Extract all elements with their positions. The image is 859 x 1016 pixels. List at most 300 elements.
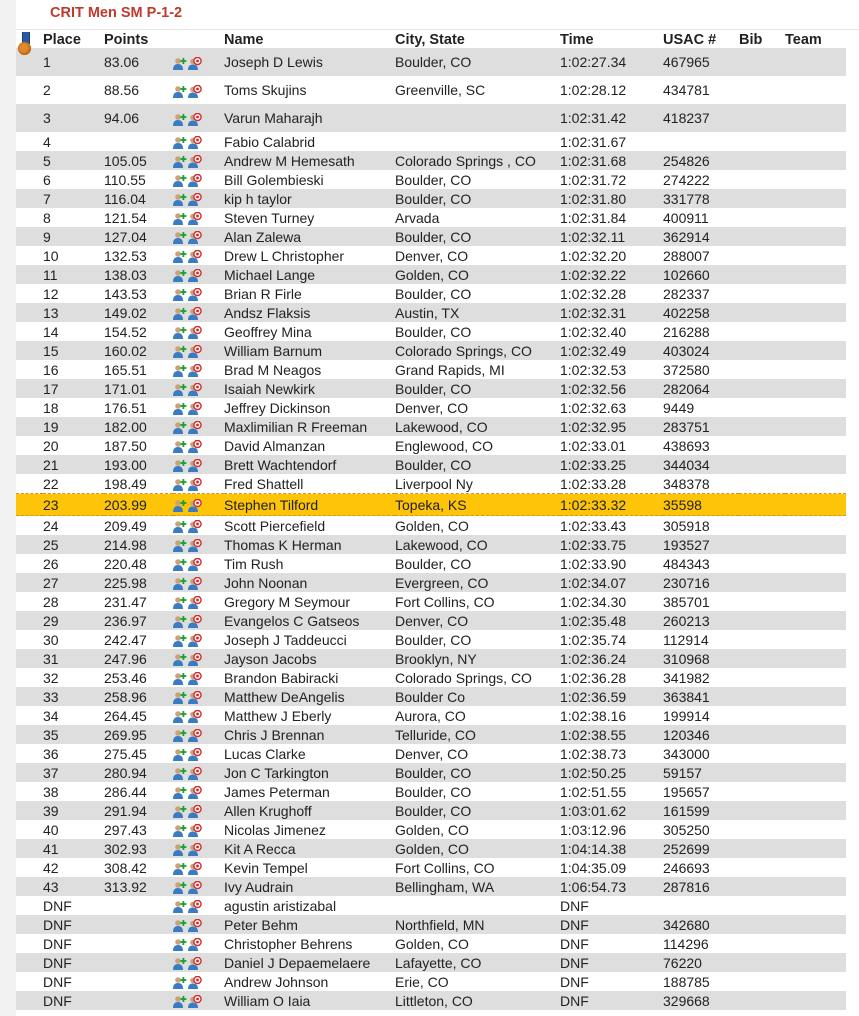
add-person-icon[interactable] — [173, 326, 187, 339]
city-state-cell: Denver, CO — [395, 399, 469, 416]
person-target-icon[interactable] — [188, 478, 202, 491]
add-person-icon[interactable] — [173, 231, 187, 244]
add-person-icon[interactable] — [173, 976, 187, 989]
person-target-icon[interactable] — [188, 307, 202, 320]
person-target-icon[interactable] — [188, 539, 202, 552]
rider-name-link[interactable]: Peter Behm — [224, 915, 395, 934]
table-row[interactable] — [16, 189, 846, 208]
table-row[interactable] — [16, 151, 846, 170]
add-person-icon[interactable] — [173, 539, 187, 552]
add-person-icon[interactable] — [173, 900, 187, 913]
table-row[interactable] — [16, 649, 846, 668]
usac-number-cell: 372580 — [663, 361, 710, 378]
place-cell: 17 — [43, 379, 104, 398]
person-target-icon[interactable] — [188, 85, 202, 98]
icons-cell — [173, 474, 224, 494]
add-person-icon[interactable] — [173, 805, 187, 818]
city-state-cell: Golden, CO — [395, 265, 560, 284]
place-cell: 10 — [43, 247, 59, 264]
place-cell: 37 — [43, 763, 104, 782]
person-target-icon[interactable] — [188, 995, 202, 1008]
city-state-cell: Boulder Co — [395, 687, 560, 706]
table-row[interactable] — [16, 972, 846, 991]
person-target-icon[interactable] — [188, 440, 202, 453]
person-target-icon[interactable] — [188, 653, 202, 666]
table-row-highlighted[interactable] — [16, 494, 846, 516]
add-person-icon[interactable] — [173, 57, 187, 70]
table-row[interactable] — [16, 915, 846, 934]
table-row[interactable] — [16, 535, 846, 554]
table-row[interactable] — [16, 76, 846, 104]
person-target-icon[interactable] — [188, 748, 202, 761]
add-person-icon[interactable] — [173, 824, 187, 837]
usac-number-cell: 274222 — [663, 171, 710, 188]
rider-name-link[interactable]: Brett Wachtendorf — [224, 455, 395, 474]
team-cell — [785, 151, 846, 170]
person-target-icon[interactable] — [188, 269, 202, 282]
points-cell: 105.05 — [104, 151, 173, 170]
points-cell: 154.52 — [104, 323, 147, 340]
add-person-icon[interactable] — [173, 558, 187, 571]
person-target-icon[interactable] — [188, 805, 202, 818]
person-target-icon[interactable] — [188, 57, 202, 70]
icons-cell — [173, 706, 224, 725]
left-gutter — [0, 0, 16, 1016]
add-person-icon[interactable] — [173, 843, 187, 856]
add-person-icon[interactable] — [173, 499, 187, 512]
rider-name-link[interactable]: Chris J Brennan — [224, 725, 395, 744]
points-cell: 165.51 — [104, 361, 147, 378]
team-cell — [785, 360, 846, 379]
table-row[interactable] — [16, 839, 846, 858]
person-target-icon[interactable] — [188, 421, 202, 434]
add-person-icon[interactable] — [173, 710, 187, 723]
person-target-icon[interactable] — [188, 231, 202, 244]
table-row[interactable] — [16, 284, 846, 303]
rider-name-link[interactable]: David Almanzan — [224, 437, 326, 454]
points-cell: 132.53 — [104, 247, 147, 264]
rider-name-link[interactable]: Joseph D Lewis — [224, 48, 395, 76]
rider-name-link[interactable]: Nicolas Jimenez — [224, 821, 326, 838]
city-state-cell: Denver, CO — [395, 611, 560, 630]
table-row[interactable] — [16, 573, 846, 592]
table-row[interactable] — [16, 322, 846, 341]
header-points[interactable]: Points — [104, 32, 149, 48]
rider-name-link[interactable]: Andsz Flaksis — [224, 303, 395, 322]
person-target-icon[interactable] — [188, 459, 202, 472]
rider-name-link[interactable]: Varun Maharajh — [224, 104, 395, 132]
rider-name-link[interactable]: William O Iaia — [224, 991, 395, 1010]
medal-cell — [16, 341, 43, 360]
header-usac-number[interactable]: USAC # — [663, 32, 717, 48]
add-person-icon[interactable] — [173, 459, 187, 472]
add-person-icon[interactable] — [173, 421, 187, 434]
table-row[interactable] — [16, 801, 846, 820]
rider-name-link[interactable]: Brian R Firle — [224, 285, 302, 302]
rider-name-link[interactable]: Kit A Recca — [224, 839, 395, 858]
rider-name-link[interactable]: Maxlimilian R Freeman — [224, 417, 395, 436]
points-cell: 264.45 — [104, 707, 147, 724]
city-state-cell: Boulder, CO — [395, 379, 560, 398]
person-target-icon[interactable] — [188, 577, 202, 590]
table-row[interactable] — [16, 630, 846, 649]
icons-cell — [173, 953, 224, 972]
table-row[interactable] — [16, 265, 846, 284]
add-person-icon[interactable] — [173, 250, 187, 263]
table-row[interactable] — [16, 379, 846, 398]
rider-name-link[interactable]: Kevin Tempel — [224, 859, 308, 876]
time-cell: 1:02:33.32 — [560, 494, 663, 516]
table-row[interactable] — [16, 934, 846, 953]
icons-cell — [173, 839, 224, 858]
person-target-icon[interactable] — [188, 767, 202, 780]
add-person-icon[interactable] — [173, 691, 187, 704]
person-target-icon[interactable] — [188, 212, 202, 225]
medal-cell — [16, 763, 43, 782]
bib-cell — [739, 896, 785, 915]
team-cell — [785, 132, 846, 151]
add-person-icon[interactable] — [173, 113, 187, 126]
points-cell — [104, 915, 173, 934]
time-cell: 1:02:33.28 — [560, 475, 627, 492]
table-row[interactable] — [16, 668, 846, 687]
city-state-cell: Greenville, SC — [395, 82, 486, 98]
table-row[interactable] — [16, 48, 846, 76]
icons-cell — [173, 687, 224, 706]
table-row[interactable] — [16, 858, 846, 877]
rider-name-link[interactable]: Bill Golembieski — [224, 171, 324, 188]
table-row[interactable] — [16, 953, 846, 972]
rider-name-link[interactable]: Lucas Clarke — [224, 745, 306, 762]
city-state-cell: Boulder, CO — [395, 227, 560, 246]
table-row[interactable] — [16, 516, 846, 536]
bib-cell — [739, 227, 785, 246]
rider-name-link[interactable]: Tim Rush — [224, 555, 284, 572]
time-cell: DNF — [560, 953, 663, 972]
table-row[interactable] — [16, 744, 846, 763]
bib-cell — [739, 132, 785, 151]
place-cell: 8 — [43, 209, 51, 226]
time-cell: 1:02:33.01 — [560, 437, 627, 454]
person-target-icon[interactable] — [188, 957, 202, 970]
add-person-icon[interactable] — [173, 155, 187, 168]
person-target-icon[interactable] — [188, 938, 202, 951]
icons-cell — [173, 322, 224, 341]
icons-cell — [173, 858, 224, 877]
rider-name-link[interactable]: kip h taylor — [224, 189, 395, 208]
add-person-icon[interactable] — [173, 364, 187, 377]
table-row[interactable] — [16, 227, 846, 246]
table-row[interactable] — [16, 706, 846, 725]
table-row[interactable] — [16, 554, 846, 573]
place-cell: 16 — [43, 361, 59, 378]
add-person-icon[interactable] — [173, 729, 187, 742]
rider-name-link[interactable]: Fred Shattell — [224, 475, 304, 492]
usac-number-cell: 199914 — [663, 707, 710, 724]
rider-name-link[interactable]: agustin aristizabal — [224, 897, 337, 914]
team-cell — [785, 858, 846, 877]
rider-name-link[interactable]: Allen Krughoff — [224, 801, 395, 820]
icons-cell — [173, 934, 224, 953]
bib-cell — [739, 76, 785, 104]
add-person-icon[interactable] — [173, 938, 187, 951]
add-person-icon[interactable] — [173, 672, 187, 685]
city-state-cell — [395, 896, 560, 915]
person-target-icon[interactable] — [188, 710, 202, 723]
medal-cell — [16, 801, 43, 820]
person-target-icon[interactable] — [188, 843, 202, 856]
usac-number-cell — [663, 896, 739, 915]
person-target-icon[interactable] — [188, 288, 202, 301]
time-cell: DNF — [560, 935, 589, 952]
icons-cell — [173, 668, 224, 687]
bib-cell — [739, 725, 785, 744]
city-state-cell: Aurora, CO — [395, 707, 466, 724]
add-person-icon[interactable] — [173, 520, 187, 533]
table-row[interactable] — [16, 896, 846, 915]
person-target-icon[interactable] — [188, 364, 202, 377]
rider-name-link[interactable]: Brad M Neagos — [224, 361, 322, 378]
person-target-icon[interactable] — [188, 900, 202, 913]
table-row[interactable] — [16, 436, 846, 455]
medal-cell — [16, 725, 43, 744]
team-cell — [785, 76, 846, 104]
table-row[interactable] — [16, 991, 846, 1010]
rider-name-link[interactable]: Jeffrey Dickinson — [224, 399, 331, 416]
usac-number-cell: 305250 — [663, 821, 710, 838]
rider-name-link[interactable]: Steven Turney — [224, 209, 315, 226]
icons-cell — [173, 455, 224, 474]
icons-cell — [173, 379, 224, 398]
add-person-icon[interactable] — [173, 577, 187, 590]
person-target-icon[interactable] — [188, 919, 202, 932]
points-cell: 182.00 — [104, 417, 173, 436]
add-person-icon[interactable] — [173, 748, 187, 761]
person-target-icon[interactable] — [188, 729, 202, 742]
person-target-icon[interactable] — [188, 250, 202, 263]
rider-name-link[interactable]: Jayson Jacobs — [224, 649, 395, 668]
table-row[interactable] — [16, 360, 846, 379]
person-target-icon[interactable] — [188, 862, 202, 875]
points-cell: 138.03 — [104, 265, 173, 284]
medal-cell — [16, 151, 43, 170]
add-person-icon[interactable] — [173, 383, 187, 396]
person-target-icon[interactable] — [188, 976, 202, 989]
usac-number-cell: 287816 — [663, 877, 739, 896]
rider-name-link[interactable]: Geoffrey Mina — [224, 323, 312, 340]
add-person-icon[interactable] — [173, 615, 187, 628]
person-target-icon[interactable] — [188, 558, 202, 571]
usac-number-cell: 342680 — [663, 915, 739, 934]
place-cell: DNF — [43, 935, 72, 952]
add-person-icon[interactable] — [173, 288, 187, 301]
person-target-icon[interactable] — [188, 634, 202, 647]
medal-cell — [16, 668, 43, 687]
rider-name-link[interactable]: Scott Piercefield — [224, 517, 326, 534]
place-cell: 41 — [43, 839, 104, 858]
rider-name-link[interactable]: Matthew J Eberly — [224, 707, 332, 724]
rider-name-link[interactable]: Alan Zalewa — [224, 227, 395, 246]
bib-cell — [739, 265, 785, 284]
person-target-icon[interactable] — [188, 193, 202, 206]
rider-name-link[interactable]: Matthew DeAngelis — [224, 687, 395, 706]
add-person-icon[interactable] — [173, 174, 187, 187]
bib-cell — [739, 953, 785, 972]
city-state-cell: Golden, CO — [395, 821, 469, 838]
rider-name-link[interactable]: Thomas K Herman — [224, 535, 395, 554]
table-row[interactable] — [16, 398, 846, 417]
add-person-icon[interactable] — [173, 212, 187, 225]
table-row[interactable] — [16, 341, 846, 360]
table-row[interactable] — [16, 611, 846, 630]
person-target-icon[interactable] — [188, 824, 202, 837]
place-cell: 4 — [43, 133, 51, 150]
add-person-icon[interactable] — [173, 919, 187, 932]
table-row[interactable] — [16, 303, 846, 322]
add-person-icon[interactable] — [173, 596, 187, 609]
table-row[interactable] — [16, 170, 846, 189]
table-row[interactable] — [16, 820, 846, 839]
rider-name-link[interactable]: Daniel J Depaemelaere — [224, 953, 395, 972]
medal-cell — [16, 934, 43, 953]
bib-cell — [739, 455, 785, 474]
header-time[interactable]: Time — [560, 32, 594, 48]
bib-cell — [739, 360, 785, 379]
person-target-icon[interactable] — [188, 113, 202, 126]
header-place[interactable]: Place — [43, 32, 81, 48]
add-person-icon[interactable] — [173, 402, 187, 415]
person-target-icon[interactable] — [188, 691, 202, 704]
rider-name-link[interactable]: Stephen Tilford — [224, 494, 395, 516]
table-row[interactable] — [16, 208, 846, 227]
rider-name-link[interactable]: Andrew Johnson — [224, 973, 329, 990]
person-target-icon[interactable] — [188, 155, 202, 168]
person-target-icon[interactable] — [188, 136, 202, 149]
rider-name-link[interactable]: Evangelos C Gatseos — [224, 611, 395, 630]
person-target-icon[interactable] — [188, 383, 202, 396]
place-cell: 29 — [43, 611, 104, 630]
add-person-icon[interactable] — [173, 957, 187, 970]
icons-cell — [173, 398, 224, 417]
add-person-icon[interactable] — [173, 478, 187, 491]
table-row[interactable] — [16, 246, 846, 265]
add-person-icon[interactable] — [173, 881, 187, 894]
bib-cell — [739, 170, 785, 189]
rider-name-link[interactable]: Ivy Audrain — [224, 877, 395, 896]
table-row[interactable] — [16, 592, 846, 611]
add-person-icon[interactable] — [173, 653, 187, 666]
rider-name-link[interactable]: Drew L Christopher — [224, 247, 345, 264]
points-cell: 280.94 — [104, 763, 173, 782]
add-person-icon[interactable] — [173, 786, 187, 799]
table-row[interactable] — [16, 474, 846, 494]
person-target-icon[interactable] — [188, 345, 202, 358]
add-person-icon[interactable] — [173, 634, 187, 647]
rider-name-link[interactable]: Christopher Behrens — [224, 935, 353, 952]
rider-name-link[interactable]: Fabio Calabrid — [224, 133, 316, 150]
person-target-icon[interactable] — [188, 499, 202, 512]
city-state-cell: Bellingham, WA — [395, 877, 560, 896]
person-target-icon[interactable] — [188, 786, 202, 799]
rider-name-link[interactable]: Joseph J Taddeucci — [224, 631, 347, 648]
bib-cell — [739, 972, 785, 991]
table-row[interactable] — [16, 104, 846, 132]
person-target-icon[interactable] — [188, 672, 202, 685]
person-target-icon[interactable] — [188, 402, 202, 415]
person-target-icon[interactable] — [188, 326, 202, 339]
add-person-icon[interactable] — [173, 995, 187, 1008]
rider-name-link[interactable]: Andrew M Hemesath — [224, 151, 395, 170]
rider-name-link[interactable]: Jon C Tarkington — [224, 763, 395, 782]
rider-name-link[interactable]: William Barnum — [224, 341, 395, 360]
table-row[interactable] — [16, 687, 846, 706]
medal-cell — [16, 379, 43, 398]
add-person-icon[interactable] — [173, 136, 187, 149]
team-cell — [785, 801, 846, 820]
table-row[interactable] — [16, 877, 846, 896]
bib-cell — [739, 398, 785, 417]
points-cell: 121.54 — [104, 209, 147, 226]
rider-name-link[interactable]: Toms Skujins — [224, 82, 307, 98]
person-target-icon[interactable] — [188, 881, 202, 894]
team-cell — [785, 668, 846, 687]
medal-cell — [16, 455, 43, 474]
table-row[interactable] — [16, 763, 846, 782]
add-person-icon[interactable] — [173, 345, 187, 358]
add-person-icon[interactable] — [173, 767, 187, 780]
table-row[interactable] — [16, 132, 846, 151]
add-person-icon[interactable] — [173, 269, 187, 282]
rider-name-link[interactable]: Gregory M Seymour — [224, 593, 351, 610]
person-target-icon[interactable] — [188, 596, 202, 609]
rider-name-link[interactable]: Michael Lange — [224, 265, 395, 284]
rider-name-link[interactable]: Isaiah Newkirk — [224, 379, 395, 398]
place-cell: 24 — [43, 517, 59, 534]
usac-number-cell: 418237 — [663, 104, 739, 132]
person-target-icon[interactable] — [188, 520, 202, 533]
place-cell: DNF — [43, 897, 72, 914]
time-cell: DNF — [560, 915, 663, 934]
add-person-icon[interactable] — [173, 862, 187, 875]
header-city-state[interactable]: City, State — [395, 32, 465, 48]
bib-cell — [739, 189, 785, 208]
icons-cell — [173, 208, 224, 227]
header-team[interactable]: Team — [785, 32, 822, 48]
person-target-icon[interactable] — [188, 174, 202, 187]
add-person-icon[interactable] — [173, 307, 187, 320]
time-cell: 1:03:01.62 — [560, 801, 663, 820]
add-person-icon[interactable] — [173, 193, 187, 206]
team-cell — [785, 322, 846, 341]
rider-name-link[interactable]: James Peterman — [224, 783, 330, 800]
table-row[interactable] — [16, 782, 846, 801]
time-cell: 1:02:31.67 — [560, 133, 627, 150]
person-target-icon[interactable] — [188, 615, 202, 628]
rider-name-link[interactable]: Brandon Babiracki — [224, 669, 339, 686]
bib-cell — [739, 303, 785, 322]
table-row[interactable] — [16, 455, 846, 474]
table-row[interactable] — [16, 725, 846, 744]
table-row[interactable] — [16, 417, 846, 436]
team-cell — [785, 436, 846, 455]
header-name[interactable]: Name — [224, 32, 264, 48]
header-bib[interactable]: Bib — [739, 32, 763, 48]
rider-name-link[interactable]: John Noonan — [224, 573, 395, 592]
points-cell: 313.92 — [104, 877, 173, 896]
add-person-icon[interactable] — [173, 85, 187, 98]
team-cell — [785, 839, 846, 858]
add-person-icon[interactable] — [173, 440, 187, 453]
